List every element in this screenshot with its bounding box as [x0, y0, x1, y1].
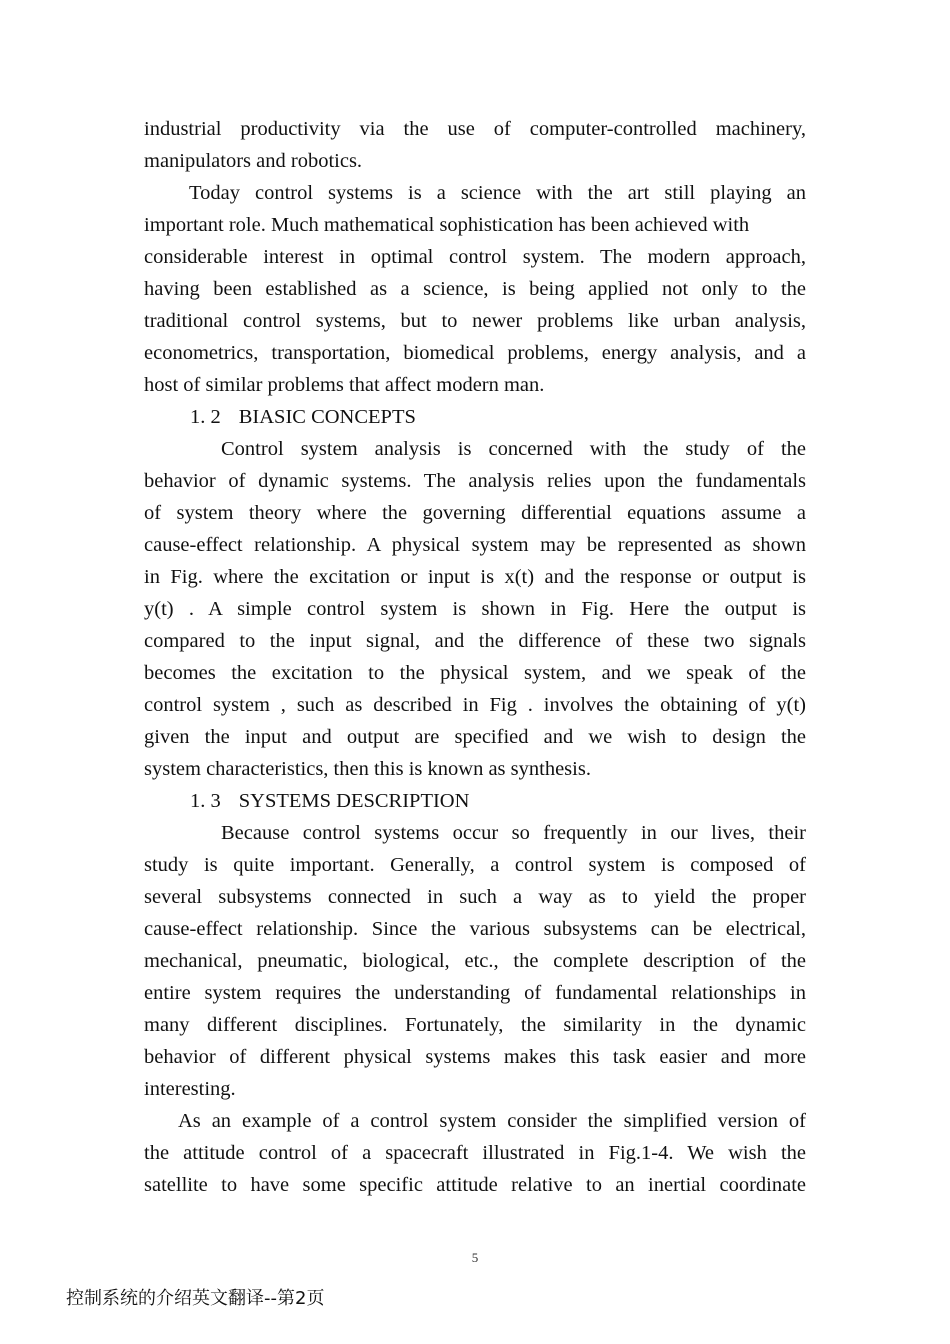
section-title: BIASIC CONCEPTS — [238, 406, 416, 428]
text-line: industrial productivity via the use of computer-controlled machinery, — [144, 118, 806, 140]
text-line: the attitude control of a spacecraft illustrated in Fig.1-4. We wish the — [144, 1142, 806, 1164]
text-line: compared to the input signal, and the difference of these two signals — [144, 630, 806, 652]
text-line: cause-effect relationship. A physical system may be represented as shown — [144, 534, 806, 556]
text-line: cause-effect relationship. Since the various subsystems can be electrical, — [144, 918, 806, 940]
body-text — [144, 113, 806, 1201]
text-line: behavior of dynamic systems. The analysis relies upon the fundamentals — [144, 470, 806, 492]
text-line: mechanical, pneumatic, biological, etc., the complete description of the — [144, 950, 806, 972]
text-line: entire system requires the understanding of fundamental relationships in — [144, 982, 806, 1004]
text-line: of system theory where the governing differential equations assume a — [144, 502, 806, 524]
text-line: having been established as a science, is being applied not only to the — [144, 278, 806, 300]
text-line: interesting. — [144, 1078, 236, 1100]
text-line: Because control systems occur so frequently in our lives, their — [221, 822, 806, 844]
text-line: traditional control systems, but to newer problems like urban analysis, — [144, 310, 806, 332]
section-number: 1. 3 — [190, 790, 221, 812]
text-line: in Fig. where the excitation or input is x(t) and the response or output is — [144, 566, 806, 588]
text-line: important role. Much mathematical sophistication has been achieved with — [144, 214, 750, 236]
text-line: satellite to have some specific attitude relative to an inertial coordinate — [144, 1174, 806, 1196]
text-line: As an example of a control system consider the simplified version of — [178, 1110, 806, 1132]
text-line: Control system analysis is concerned with the study of the — [221, 438, 806, 460]
section-number: 1. 2 — [190, 406, 221, 428]
text-line: y(t) . A simple control system is shown in Fig. Here the output is — [144, 598, 806, 620]
text-line: given the input and output are specified and we wish to design the — [144, 726, 806, 748]
text-line: study is quite important. Generally, a control system is composed of — [144, 854, 806, 876]
text-line: system characteristics, then this is known as synthesis. — [144, 758, 591, 780]
text-line: becomes the excitation to the physical system, and we speak of the — [144, 662, 806, 684]
section-title: SYSTEMS DESCRIPTION — [238, 790, 470, 812]
text-line: behavior of different physical systems makes this task easier and more — [144, 1046, 806, 1068]
text-line: econometrics, transportation, biomedical problems, energy analysis, and a — [144, 342, 806, 364]
text-line: considerable interest in optimal control system. The modern approach, — [144, 246, 806, 268]
text-line: control system , such as described in Fig . involves the obtaining of y(t) — [144, 694, 806, 716]
text-line: host of similar problems that affect modern man. — [144, 374, 545, 396]
text-line: manipulators and robotics. — [144, 150, 363, 172]
text-line: Today control systems is a science with the art still playing an — [189, 182, 806, 204]
text-line: several subsystems connected in such a way as to yield the proper — [144, 886, 806, 908]
section-heading — [144, 785, 806, 817]
text-line: many different disciplines. Fortunately, the similarity in the dynamic — [144, 1014, 806, 1036]
section-heading — [144, 401, 806, 433]
page-number: 5 — [471, 1250, 479, 1265]
footer-caption: 控制系统的介绍英文翻译--第2页 — [66, 1288, 325, 1309]
